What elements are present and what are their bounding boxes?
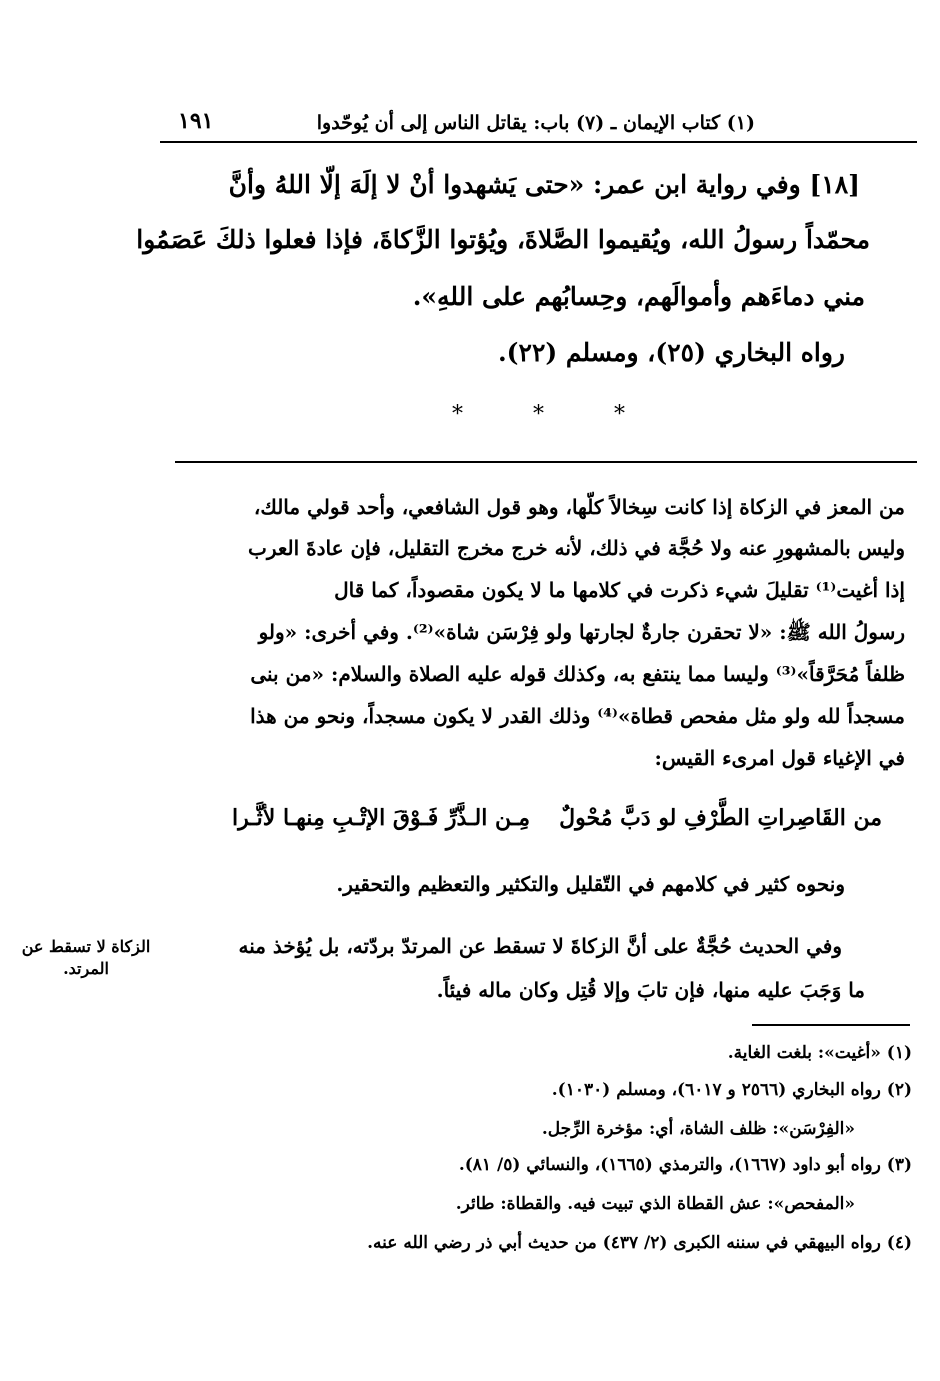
separator-star: *	[614, 402, 625, 427]
commentary-line: ظلفاً مُحَرَّقاً»⁽³⁾ وليسا مما ينتفع به، وكذلك قوله عليه الصلاة والسلام: «من بنى	[250, 662, 905, 686]
running-title: (١) كتاب الإيمان ـ (٧) باب: يقاتل الناس إلى أن يُوحّدوا	[316, 112, 755, 134]
hadith-line-2: محمّداً رسولُ الله، ويُقيموا الصَّلاةَ، ويُؤتوا الزَّكاةَ، فإذا فعلوا ذلكَ عَصَمُوا	[136, 225, 870, 254]
footnote-4: (٤) رواه البيهقي في سننه الكبرى (٢/ ٤٣٧) من حديث أبي ذر رضي الله عنه.	[367, 1233, 912, 1253]
page-number: ١٩١	[178, 108, 214, 134]
commentary-line: من المعز في الزكاة إذا كانت سِخالاً كلّها، وهو قول الشافعي، وأحد قولي مالك،	[253, 495, 905, 519]
commentary-line: في الإغياء قول امرىء القيس:	[654, 746, 905, 770]
commentary-line: مسجداً لله ولو مثل مفحص قطاة»⁽⁴⁾ وذلك القدر لا يكون مسجداً، ونحو من هذا	[250, 704, 905, 728]
commentary-line: إذا أغيت⁽¹⁾ تقليلَ شيء ذكرت في كلامها ما لا يكون مقصوداً، كما قال	[334, 578, 905, 602]
header-rule	[160, 141, 917, 143]
hadith-line-3: مني دماءَهم وأموالَهم، وحِسابُهم على اللهِ».	[412, 282, 865, 311]
footnote-3-gloss: «المفحص»: عش القطاة الذي تبيت فيه. والقطاة: طائر.	[455, 1194, 855, 1214]
commentary-para2-line1: وفي الحديث حُجَّةٌ على أنَّ الزكاةَ لا تسقط عن المرتدّ بردّته، بل يُؤخذ منه	[238, 934, 842, 958]
commentary-rule	[175, 461, 917, 463]
margin-note: الزكاة لا تسقط عن المرتد.	[21, 937, 151, 979]
commentary-line: رسولُ الله ﷺ: «لا تحقرن جارةٌ لجارتها ولو فِرْسَن شاة»⁽²⁾. وفي أخرى: «ولو	[258, 620, 905, 644]
footnote-rule	[752, 1024, 910, 1026]
commentary-para2-line2: ما وَجَبَ عليه منها، فإن تابَ وإلا قُتِل وكان ماله فيئاً.	[436, 978, 865, 1002]
footnote-2-gloss: «الفِرْسَن»: ظلف الشاة، أي: مؤخرة الرِّجل.	[541, 1119, 855, 1139]
footnote-3: (٣) رواه أبو داود (١٦٦٧)، والترمذي (١٦٦٥)، والنسائي (٥/ ٨١).	[458, 1155, 912, 1175]
hadith-narration: رواه البخاري (٢٥)، ومسلم (٢٢).	[497, 338, 845, 367]
commentary-line: وليس بالمشهورِ عنه ولا حُجَّة في ذلك، لأنه خرج مخرج التقليل، فإن عادةَ العرب	[247, 536, 905, 560]
verse-left-hemistich: مِـن الـذَّرِّ فَـوْقَ الإتْـبِ مِنهـا لأثَّـرا	[231, 805, 530, 831]
footnote-2: (٢) رواه البخاري (٢٥٦٦ و ٦٠١٧)، ومسلم (١٠٣٠).	[551, 1080, 912, 1100]
commentary-after-verse: ونحوه كثير في كلامهم في التّقليل والتكثير والتعظيم والتحقير.	[336, 872, 845, 896]
footnote-1: (١) «أغيت»: بلغت الغاية.	[727, 1043, 912, 1063]
separator-star: *	[452, 402, 463, 427]
separator-star: *	[533, 402, 544, 427]
verse-right-hemistich: من القَاصِراتِ الطَّرْفِ لو دَبَّ مُحْولٌ	[559, 805, 882, 831]
hadith-line-1: [١٨] وفي رواية ابن عمر: «حتى يَشهدوا أنْ لا إلَهَ إلّا اللهُ وأنَّ	[228, 170, 860, 199]
